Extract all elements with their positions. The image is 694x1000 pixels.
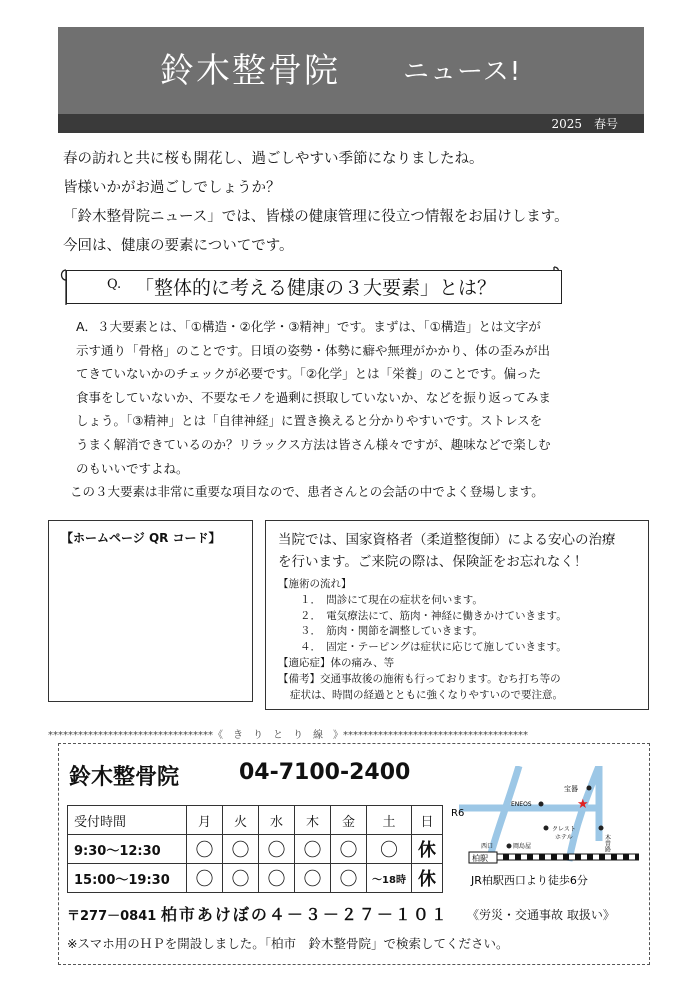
day-header: 木 [295,806,331,835]
hours-header-row [68,806,443,835]
answer-paragraph [70,315,656,504]
flow-step: ２． 電気療法にて、筋肉・神経に働きかけていきます。 [300,609,567,622]
flow-step: １． 問診にて現在の症状を伺います。 [300,593,483,606]
day-header: 月 [187,806,223,835]
news-subtitle: ニュース! [403,57,522,87]
day-header: 日 [412,806,443,835]
flow-title: 【施術の流れ】 [278,578,352,590]
open-mark: 〇 [259,864,295,893]
closed-mark: 休 [412,864,443,893]
remarks-line: 【備考】交通事故後の施術も行っております。むち打ち等の [278,672,561,685]
address-line [67,902,449,925]
open-mark: 〇 [367,835,412,864]
newsletter-banner [58,27,644,114]
day-header: 水 [259,806,295,835]
map-label-access: JR柏駅西口より徒歩6分 [471,874,588,887]
open-mark: 〇 [187,864,223,893]
qr-code-label: 【ホームページ QR コード】 [61,531,221,545]
flow-step: ４． 固定・テーピングは症状に応じて施していきます。 [300,641,567,654]
time-slot: 9:30～12:30 [68,835,187,864]
intro-line: 春の訪れと共に桜も開花し、過ごしやすい季節になりましたね。 [63,151,484,167]
treatment-details [278,577,567,703]
map-label-station: 柏駅 [472,854,488,863]
hours-header-label: 受付時間 [68,806,187,835]
hours-table [67,805,443,893]
postal-code: 〒277－0841 [67,909,157,924]
question-box [66,270,562,304]
intro-line: 「鈴木整骨院ニュース」では、皆様の健康管理に役立つ情報をお届けします。 [63,209,569,225]
answer-line: 食事をしていないか、不要なモノを過剰に摂取していないか、などを振り返ってみま [76,389,551,405]
clinic-star-icon: ★ [577,797,589,812]
answer-line: のもいいですよね。 [76,460,189,476]
open-mark: 〇 [259,835,295,864]
hours-row-morning [68,835,443,864]
issue-bar [58,114,644,133]
card-clinic-name: 鈴木整骨院 [69,765,180,790]
map-label-nishiguchi: 西口 [481,843,494,850]
intro-line: 皆様いかがお過ごしでしょうか？ [63,180,281,196]
open-mark: 〇 [223,864,259,893]
qr-code-box [48,520,253,702]
day-header: 金 [331,806,367,835]
map-label-eneos: ENEOS [511,801,532,808]
phone-number[interactable]: 04-7100-2400 [239,760,411,785]
map-label-kozaki: 岡島屋 [513,843,532,850]
kozaki-marker [507,844,512,849]
intro-line: 今回は、健康の要素についてです。 [63,238,294,254]
treatment-info-box [265,520,649,710]
info-lead [278,529,616,573]
day-header: 土 [367,806,412,835]
crest-marker [544,826,549,831]
answer-line: この３大要素は非常に重要な項目なので、患者さんとの会話の中でよく登場します。 [70,484,544,500]
issue-label: 2025 春号 [551,117,618,131]
takara-marker [587,786,592,791]
day-header: 火 [223,806,259,835]
open-mark: 〇 [331,864,367,893]
info-lead-line: を行います。ご来院の際は、保険証をお忘れなく！ [278,554,588,570]
open-mark: 〇 [295,864,331,893]
indication-line: 【適応症】体の痛み、等 [278,656,395,669]
open-mark: 〇 [295,835,331,864]
question-text: 「整体的に考える健康の３大要素」とは？ [135,277,497,299]
question-scroll [60,265,560,307]
clinic-card [58,743,650,965]
answer-line: 示す通り「骨格」のことです。日頃の姿勢・体勢に癖や無理がかかり、体の歪みが出 [76,342,551,358]
map-label-hotel: ホテル [555,834,573,841]
hours-row-afternoon [68,864,443,893]
remarks-line: 症状は、時間の経過とともに強くなりやすいので要注意。 [290,688,563,701]
access-map [449,766,639,896]
kiso-marker [599,826,604,831]
open-mark: 〇 [187,835,223,864]
open-mark: 〇 [331,835,367,864]
info-lead-line: 当院では、国家資格者（柔道整復師）による安心の治療 [278,532,616,548]
answer-line: A．３大要素とは、「①構造・②化学・③精神」です。まずは、「①構造」とは文字が [76,319,541,334]
flow-step: ３． 筋肉・関節を調整していきます。 [300,625,483,638]
street-address: 柏市あけぼの４－３－２７－１０１ [160,905,449,924]
intro-paragraph [63,145,663,261]
map-label-route: R6 [451,808,465,819]
map-label-kiso: 木曽路 [603,834,611,852]
time-slot: 15:00～19:30 [68,864,187,893]
answer-line: しょう。「③精神」とは「自律神経」に置き換えると分かりやすいです。ストレスを [76,413,543,429]
eneos-marker [539,802,544,807]
clinic-title: 鈴木整骨院 [160,51,340,91]
accident-tag: 《労災・交通事故 取扱い》 [467,908,615,922]
question-prefix: Q. [107,277,122,292]
closed-mark: 休 [412,835,443,864]
saturday-hours: ～18時 [367,864,412,893]
map-label-takara: 宝器 [564,785,578,793]
map-label-crest: クレスト [552,826,576,833]
cut-line: *********************************《 き り と り 線 》************************************* [48,730,528,741]
smartphone-note: ※スマホ用のＨＰを開設しました。「柏市 鈴木整骨院」で検索してください。 [67,936,509,951]
open-mark: 〇 [223,835,259,864]
answer-line: てきていないかのチェックが必要です。「②化学」とは「栄養」のことです。偏った [76,366,542,382]
answer-line: うまく解消できているのか？リラックス方法は皆さん様々ですが、趣味などで楽しむ [76,436,551,452]
